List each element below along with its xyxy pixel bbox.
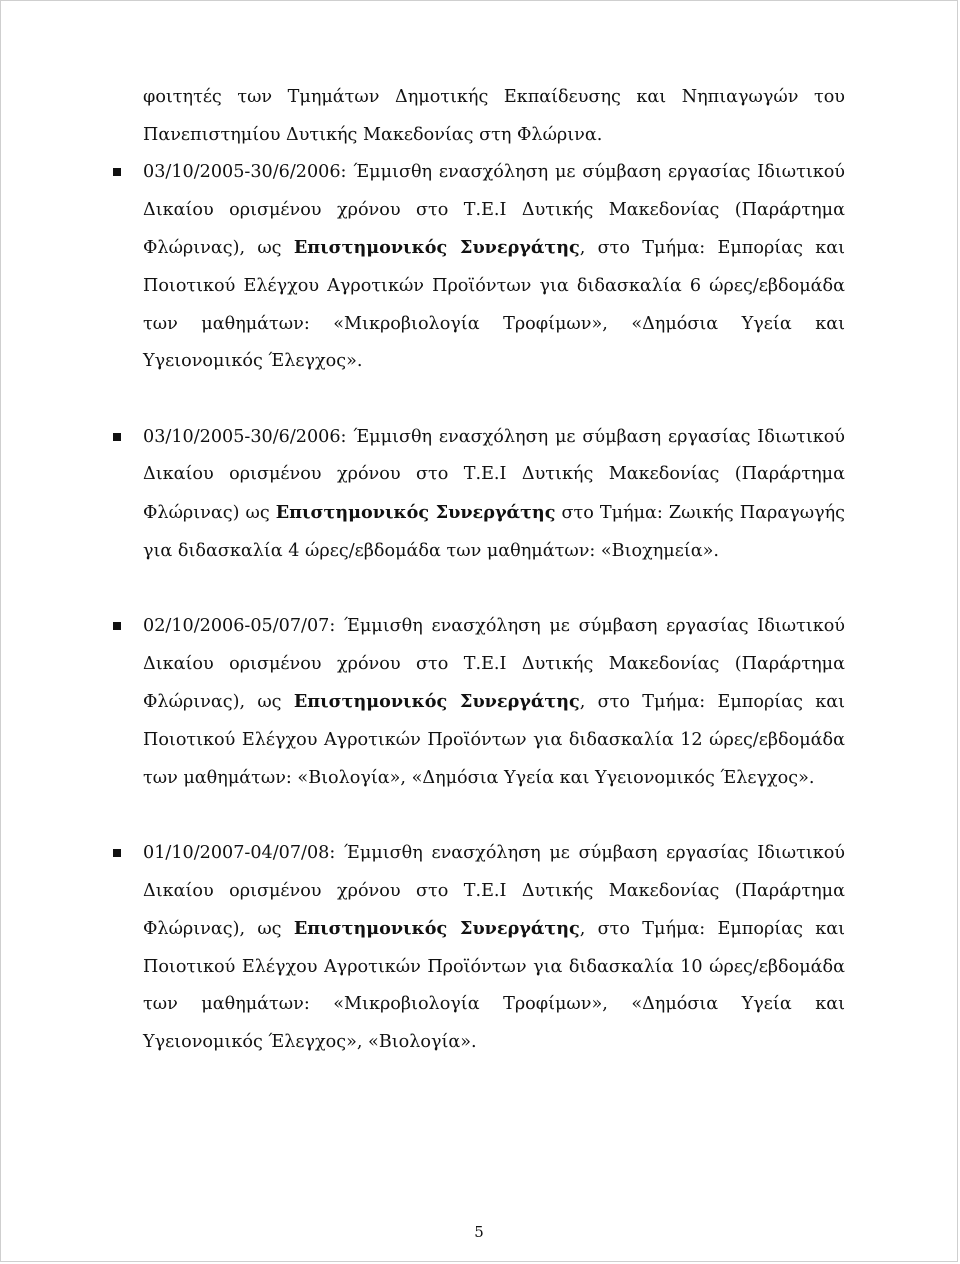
employment-entry <box>143 835 845 1062</box>
entry-date: 03/10/2005-30/6/2006: <box>143 162 347 183</box>
entry-text: , στο Τμήμα: Εμπορίας και Ποιοτικού Ελέγχου Αγροτικών Προϊόντων για διδασκαλία 10 ώρες/εβδομάδα των μαθημάτων: «Μικροβιολογία Τροφίμων», «Δημόσια Υγεία και Υγειονομικός Έλεγχος», «Βιολογία». <box>143 919 845 1053</box>
entry-role: Επιστημονικός Συνεργάτης <box>293 691 580 713</box>
entry-role: Επιστημονικός Συνεργάτης <box>293 918 580 940</box>
entry-role: Επιστημονικός Συνεργάτης <box>293 237 580 259</box>
entry-role: Επιστημονικός Συνεργάτης <box>275 501 556 523</box>
square-bullet-icon <box>113 168 121 176</box>
entry-text: Έμμισθη ενασχόληση με σύμβαση εργασίας Ιδιωτικού Δικαίου ορισμένου χρόνου στο Τ.Ε.Ι Δυτικής Μακεδονίας (Παράρτημα Φλώρινας), ως <box>143 843 845 940</box>
entry-text: Έμμισθη ενασχόληση με σύμβαση εργασίας Ιδιωτικού Δικαίου ορισμένου χρόνου στο Τ.Ε.Ι Δυτικής Μακεδονίας (Παράρτημα Φλώρινας) ως <box>143 426 845 523</box>
page-number: 5 <box>474 1223 484 1241</box>
square-bullet-icon <box>113 433 121 441</box>
entry-text: , στο Τμήμα: Εμπορίας και Ποιοτικού Ελέγχου Αγροτικών Προϊόντων για διδασκαλία 12 ώρες/εβδομάδα των μαθημάτων: «Βιολογία», «Δημόσια Υγεία και Υγειονομικός Έλεγχος». <box>143 692 845 788</box>
entry-date: 03/10/2005-30/6/2006: <box>143 426 347 447</box>
intro-paragraph: φοιτητές των Τμημάτων Δημοτικής Εκπαίδευσης και Νηπιαγωγών του Πανεπιστημίου Δυτικής Μακεδονίας στη Φλώρινα. <box>143 87 845 145</box>
square-bullet-icon <box>113 849 121 857</box>
entry-date: 02/10/2006-05/07/07: <box>143 616 336 637</box>
entry-text: Έμμισθη ενασχόληση με σύμβαση εργασίας Ιδιωτικού Δικαίου ορισμένου χρόνου στο Τ.Ε.Ι Δυτικής Μακεδονίας (Παράρτημα Φλώρινας), ως <box>143 162 845 259</box>
employment-entry <box>143 419 845 570</box>
employment-entry <box>143 608 845 797</box>
page-content <box>143 79 845 1062</box>
entry-text: , στο Τμήμα: Εμπορίας και Ποιοτικού Ελέγχου Αγροτικών Προϊόντων για διδασκαλία 6 ώρες/εβδομάδα των μαθημάτων: «Μικροβιολογία Τροφίμων», «Δημόσια Υγεία και Υγειονομικός Έλεγχος». <box>143 238 845 372</box>
employment-entry <box>143 154 845 381</box>
entry-text: στο Τμήμα: Ζωικής Παραγωγής για διδασκαλία 4 ώρες/εβδομάδα των μαθημάτων: «Βιοχημεία». <box>143 502 845 561</box>
entry-text: Έμμισθη ενασχόληση με σύμβαση εργασίας Ιδιωτικού Δικαίου ορισμένου χρόνου στο Τ.Ε.Ι Δυτικής Μακεδονίας (Παράρτημα Φλώρινας), ως <box>143 616 845 713</box>
entry-date: 01/10/2007-04/07/08: <box>143 843 336 864</box>
square-bullet-icon <box>113 622 121 630</box>
